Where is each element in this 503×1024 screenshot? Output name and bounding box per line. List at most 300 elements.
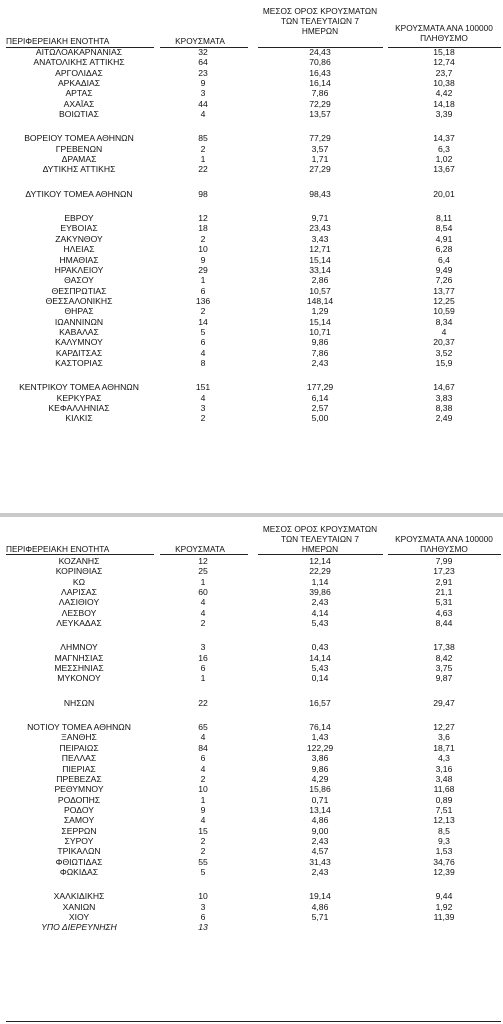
table-body-1 (0, 47, 503, 424)
cell-avg7: 9,86 (311, 337, 329, 348)
cell-per100k: 11,68 (433, 784, 455, 795)
header-per100k (385, 23, 503, 43)
header-underline-region (6, 554, 154, 555)
header-underline-avg7 (258, 554, 383, 555)
cell-avg7: 39,86 (309, 587, 331, 598)
cell-avg7: 19,14 (309, 891, 331, 902)
cell-per100k: 12,39 (433, 866, 455, 877)
cell-cases: 10 (198, 784, 208, 795)
cell-avg7: 122,29 (306, 742, 334, 753)
cell-cases: 6 (200, 911, 206, 922)
cell-region: ΚΟΖΑΝΗΣ (58, 556, 100, 566)
cell-cases: 22 (198, 164, 208, 175)
cell-region: ΞΑΝΘΗΣ (61, 732, 97, 743)
cell-region: ΕΒΡΟΥ (64, 213, 94, 224)
cell-region: ΚΟΡΙΝΘΙΑΣ (55, 566, 103, 577)
table-row (0, 144, 503, 154)
cell-per100k: 13,77 (433, 285, 455, 296)
cell-per100k: 6,4 (438, 254, 450, 265)
cell-region: ΗΡΑΚΛΕΙΟΥ (54, 264, 104, 275)
cell-per100k: 10,59 (433, 306, 455, 317)
header-per100k-line2: ΠΛΗΘΥΣΜΟ (420, 544, 468, 554)
table-row (0, 815, 503, 825)
cell-cases: 3 (200, 402, 206, 413)
table-row (0, 867, 503, 877)
cell-region: ΠΡΕΒΕΖΑΣ (56, 773, 102, 784)
cell-per100k: 12,13 (433, 815, 455, 826)
table-row (0, 642, 503, 652)
cell-avg7: 23,43 (309, 223, 331, 234)
table-row (0, 286, 503, 296)
cell-region: ΧΑΛΚΙΔΙΚΗΣ (53, 891, 105, 902)
cell-region: ΜΕΣΣΗΝΙΑΣ (54, 663, 104, 674)
cell-per100k: 12,27 (433, 722, 455, 733)
cell-cases: 4 (200, 763, 206, 774)
cell-region: ΧΙΟΥ (68, 911, 90, 922)
cell-cases: 10 (198, 891, 208, 902)
table-row (0, 846, 503, 856)
table-row (0, 57, 503, 67)
cell-region: ΒΟΡΕΙΟΥ ΤΟΜΕΑ ΑΘΗΝΩΝ (24, 133, 134, 144)
table-row (0, 78, 503, 88)
cell-cases: 3 (200, 88, 206, 99)
cell-region: ΣΥΡΟΥ (64, 835, 94, 846)
cell-region: ΚΑΒΑΛΑΣ (59, 326, 99, 337)
table-row (0, 99, 503, 109)
table-block-2 (0, 517, 503, 1024)
cell-per100k: 15,18 (433, 47, 455, 57)
cell-cases: 10 (198, 244, 208, 255)
cell-region: ΑΡΚΑΔΙΑΣ (57, 78, 101, 89)
header-underline-per100k (388, 554, 501, 555)
cell-avg7: 15,14 (309, 316, 331, 327)
cell-per100k: 12,25 (433, 295, 455, 306)
cell-avg7: 2,86 (311, 275, 329, 286)
table-row (0, 743, 503, 753)
cell-avg7: 15,14 (309, 254, 331, 265)
cell-per100k: 9,44 (435, 891, 453, 902)
cell-per100k: 7,99 (435, 556, 453, 566)
cell-avg7: 4,29 (311, 773, 329, 784)
cell-cases: 4 (200, 597, 206, 608)
table-row (0, 348, 503, 358)
cell-avg7: 7,86 (311, 88, 329, 99)
row-spacer (0, 368, 503, 382)
cell-per100k: 6,3 (438, 143, 450, 154)
cell-per100k: 4,91 (435, 233, 453, 244)
table-bottom-rule (6, 1021, 501, 1022)
table-row (0, 317, 503, 327)
header-avg7-line1: ΜΕΣΟΣ ΟΡΟΣ ΚΡΟΥΣΜΑΤΩΝ (262, 6, 378, 16)
cell-per100k: 9,3 (438, 835, 450, 846)
header-per100k-line2: ΠΛΗΘΥΣΜΟ (420, 33, 468, 43)
cell-cases: 2 (200, 143, 206, 154)
cell-avg7: 5,43 (311, 618, 329, 629)
table-row (0, 47, 503, 57)
table-row (0, 902, 503, 912)
cell-per100k: 8,11 (435, 213, 453, 224)
header-avg7-line3: ΗΜΕΡΩΝ (301, 544, 339, 554)
cell-avg7: 3,57 (311, 143, 329, 154)
cell-per100k: 14,37 (433, 133, 455, 144)
header-per100k-line1: ΚΡΟΥΣΜΑΤΑ ΑΝΑ 100000 (395, 534, 493, 544)
cell-region: ΘΑΣΟΥ (64, 275, 94, 286)
header-avg7-line3: ΗΜΕΡΩΝ (301, 26, 339, 36)
cell-cases: 5 (200, 326, 206, 337)
table-row (0, 597, 503, 607)
cell-region: ΜΑΓΝΗΣΙΑΣ (54, 652, 104, 663)
cell-avg7: 1,14 (311, 576, 329, 587)
cell-cases: 6 (200, 285, 206, 296)
cell-region: ΜΥΚΟΝΟΥ (57, 673, 101, 684)
cell-region: ΑΧΑΪΑΣ (63, 98, 95, 109)
table-row (0, 109, 503, 119)
cell-avg7: 16,14 (309, 78, 331, 89)
cell-per100k: 14,18 (433, 98, 455, 109)
cell-avg7: 2,43 (311, 597, 329, 608)
cell-cases: 2 (200, 306, 206, 317)
table-row (0, 244, 503, 254)
cell-region: ΚΑΡΔΙΤΣΑΣ (55, 347, 103, 358)
table-row (0, 275, 503, 285)
cell-region: ΑΡΤΑΣ (65, 88, 93, 99)
cell-cases: 2 (200, 846, 206, 857)
cell-avg7: 0,14 (311, 673, 329, 684)
cell-per100k: 9,87 (435, 673, 453, 684)
cell-cases: 4 (200, 732, 206, 743)
cell-region: ΛΕΣΒΟΥ (61, 607, 97, 618)
table-row (0, 556, 503, 566)
row-spacer (0, 877, 503, 891)
table-header-1 (0, 6, 503, 46)
cell-avg7: 12,71 (309, 244, 331, 255)
cell-region: ΛΗΜΝΟΥ (60, 642, 98, 653)
row-spacer (0, 119, 503, 133)
table-row (0, 764, 503, 774)
cell-cases: 2 (200, 618, 206, 629)
table-row (0, 753, 503, 763)
cell-cases: 9 (200, 804, 206, 815)
header-cases: ΚΡΟΥΣΜΑΤΑ (175, 36, 225, 46)
table-row (0, 795, 503, 805)
cell-cases: 84 (198, 742, 208, 753)
cell-per100k: 13,67 (433, 164, 455, 175)
cell-cases: 2 (200, 413, 206, 424)
table-row (0, 891, 503, 901)
cell-cases: 12 (198, 213, 208, 224)
cell-region: ΔΥΤΙΚΗΣ ΑΤΤΙΚΗΣ (42, 164, 116, 175)
cell-avg7: 3,86 (311, 753, 329, 764)
cell-per100k: 21,1 (435, 587, 453, 598)
cell-per100k: 0,89 (435, 794, 453, 805)
cell-cases: 6 (200, 753, 206, 764)
cell-cases: 23 (198, 67, 208, 78)
cell-per100k: 20,01 (433, 188, 455, 199)
cell-per100k: 1,53 (435, 846, 453, 857)
cell-per100k: 8,5 (438, 825, 450, 836)
table-row (0, 857, 503, 867)
table-row (0, 164, 503, 174)
cell-region: ΗΛΕΙΑΣ (63, 244, 95, 255)
cell-region: ΚΕΝΤΡΙΚΟΥ ΤΟΜΕΑ ΑΘΗΝΩΝ (19, 382, 139, 393)
cell-cases: 8 (200, 357, 206, 368)
table-row (0, 922, 503, 932)
cell-per100k: 10,38 (433, 78, 455, 89)
row-spacer (0, 684, 503, 698)
cell-cases: 4 (200, 815, 206, 826)
table-row (0, 784, 503, 794)
cell-avg7: 4,86 (311, 901, 329, 912)
cell-avg7: 5,71 (311, 911, 329, 922)
cell-region: ΣΕΡΡΩΝ (61, 825, 97, 836)
cell-region: ΠΕΙΡΑΙΩΣ (59, 742, 99, 753)
cell-cases: 12 (198, 556, 208, 566)
row-spacer (0, 175, 503, 189)
cell-per100k: 3,39 (435, 109, 453, 120)
table-row (0, 774, 503, 784)
cell-region: ΘΗΡΑΣ (64, 306, 94, 317)
cell-per100k: 8,38 (435, 402, 453, 413)
cell-per100k: 14,67 (433, 382, 455, 393)
cell-per100k: 11,39 (433, 911, 455, 922)
cell-avg7: 33,14 (309, 264, 331, 275)
cell-cases: 14 (198, 316, 208, 327)
table-row (0, 213, 503, 223)
table-row (0, 413, 503, 423)
cell-cases: 4 (200, 109, 206, 120)
cell-per100k: 3,52 (435, 347, 453, 358)
cell-cases: 65 (198, 722, 208, 733)
cell-avg7: 5,00 (311, 413, 329, 424)
cell-avg7: 1,43 (311, 732, 329, 743)
cell-cases: 2 (200, 835, 206, 846)
cell-per100k: 12,74 (433, 57, 455, 68)
cell-per100k: 4,42 (435, 88, 453, 99)
cell-region: ΔΥΤΙΚΟΥ ΤΟΜΕΑ ΑΘΗΝΩΝ (25, 188, 133, 199)
cell-cases: 4 (200, 607, 206, 618)
cell-region: ΘΕΣΣΑΛΟΝΙΚΗΣ (45, 295, 113, 306)
cell-region: ΑΙΤΩΛΟΑΚΑΡΝΑΝΙΑΣ (35, 47, 123, 57)
cell-avg7: 177,29 (306, 382, 334, 393)
cell-cases: 1 (200, 275, 206, 286)
cell-region: ΚΕΡΚΥΡΑΣ (56, 392, 102, 403)
table-row (0, 88, 503, 98)
cell-avg7: 4,14 (311, 607, 329, 618)
cell-region: ΦΩΚΙΔΑΣ (59, 866, 99, 877)
cell-cases: 3 (200, 901, 206, 912)
cell-region: ΝΗΣΩΝ (63, 697, 95, 708)
table-row (0, 403, 503, 413)
table-body-2 (0, 556, 503, 933)
cell-region: ΚΑΛΥΜΝΟΥ (55, 337, 103, 348)
cell-cases: 5 (200, 866, 206, 877)
cell-region: ΚΑΣΤΟΡΙΑΣ (55, 357, 103, 368)
cell-cases: 2 (200, 233, 206, 244)
cell-per100k: 2,49 (435, 413, 453, 424)
table-row (0, 826, 503, 836)
cell-avg7: 24,43 (309, 47, 331, 57)
table-row (0, 608, 503, 618)
cell-cases: 2 (200, 773, 206, 784)
table-row (0, 566, 503, 576)
table-row (0, 234, 503, 244)
cell-region: ΡΟΔΟΠΗΣ (57, 794, 101, 805)
cell-region: ΦΘΙΩΤΙΔΑΣ (55, 856, 103, 867)
cell-cases: 98 (198, 188, 208, 199)
cell-avg7: 9,71 (311, 213, 329, 224)
cell-region: ΚΕΦΑΛΛΗΝΙΑΣ (48, 402, 110, 413)
table-row (0, 618, 503, 628)
cell-cases: 3 (200, 642, 206, 653)
cell-avg7: 16,57 (309, 697, 331, 708)
cell-avg7: 22,29 (309, 566, 331, 577)
header-avg7 (255, 6, 385, 36)
cell-avg7: 12,14 (309, 556, 331, 566)
cell-per100k: 4 (441, 326, 447, 337)
header-avg7-line2: ΤΩΝ ΤΕΛΕΥΤΑΙΩΝ 7 (281, 534, 359, 544)
cell-per100k: 18,71 (433, 742, 455, 753)
cell-per100k: 17,38 (433, 642, 455, 653)
cell-avg7: 5,43 (311, 663, 329, 674)
cell-avg7: 4,57 (311, 846, 329, 857)
cell-per100k: 3,16 (435, 763, 453, 774)
cell-per100k: 1,92 (435, 901, 453, 912)
cell-per100k: 7,26 (435, 275, 453, 286)
table-row (0, 68, 503, 78)
cell-region: ΣΑΜΟΥ (63, 815, 95, 826)
cell-avg7: 98,43 (309, 188, 331, 199)
cell-region: ΛΑΣΙΘΙΟΥ (58, 597, 100, 608)
cell-cases: 6 (200, 337, 206, 348)
cell-cases: 1 (200, 794, 206, 805)
table-row (0, 732, 503, 742)
cell-region: ΙΩΑΝΝΙΝΩΝ (54, 316, 104, 327)
cell-per100k: 6,28 (435, 244, 453, 255)
table-row (0, 382, 503, 392)
cell-per100k: 9,49 (435, 264, 453, 275)
cell-avg7: 6,14 (311, 392, 329, 403)
header-avg7-line2: ΤΩΝ ΤΕΛΕΥΤΑΙΩΝ 7 (281, 16, 359, 26)
cell-avg7: 2,43 (311, 835, 329, 846)
cell-avg7: 10,71 (309, 326, 331, 337)
cell-avg7: 148,14 (306, 295, 334, 306)
cell-per100k: 17,23 (433, 566, 455, 577)
cell-avg7: 1,71 (311, 154, 329, 165)
cell-region: ΠΕΛΛΑΣ (61, 753, 97, 764)
cell-per100k: 4,63 (435, 607, 453, 618)
cell-avg7: 9,00 (311, 825, 329, 836)
cell-avg7: 1,29 (311, 306, 329, 317)
header-per100k-line1: ΚΡΟΥΣΜΑΤΑ ΑΝΑ 100000 (395, 23, 493, 33)
table-row (0, 673, 503, 683)
cell-avg7: 13,14 (309, 804, 331, 815)
table-row (0, 653, 503, 663)
header-cases: ΚΡΟΥΣΜΑΤΑ (175, 544, 225, 554)
cell-cases: 1 (200, 154, 206, 165)
cell-cases: 4 (200, 392, 206, 403)
cell-cases: 13 (198, 922, 208, 933)
cell-per100k: 8,34 (435, 316, 453, 327)
cell-cases: 64 (198, 57, 208, 68)
table-row (0, 358, 503, 368)
cell-cases: 9 (200, 254, 206, 265)
cell-region: ΚΩ (72, 576, 86, 587)
cell-avg7: 27,29 (309, 164, 331, 175)
cell-region: ΓΡΕΒΕΝΩΝ (55, 143, 103, 154)
cell-per100k: 2,91 (435, 576, 453, 587)
row-spacer (0, 199, 503, 213)
cell-cases: 4 (200, 347, 206, 358)
table-row (0, 663, 503, 673)
cell-region: ΛΕΥΚΑΔΑΣ (56, 618, 102, 629)
cell-region: ΑΡΓΟΛΙΔΑΣ (55, 67, 103, 78)
table-row (0, 587, 503, 597)
cell-avg7: 16,43 (309, 67, 331, 78)
cell-cases: 18 (198, 223, 208, 234)
table-row (0, 133, 503, 143)
cell-avg7: 15,86 (309, 784, 331, 795)
cell-region: ΗΜΑΘΙΑΣ (59, 254, 99, 265)
table-row (0, 722, 503, 732)
cell-per100k: 1,02 (435, 154, 453, 165)
cell-cases: 29 (198, 264, 208, 275)
cell-avg7: 14,14 (309, 652, 331, 663)
cell-avg7: 10,57 (309, 285, 331, 296)
cell-region: ΥΠΟ ΔΙΕΡΕΥΝΗΣΗ (41, 922, 117, 933)
table-row (0, 327, 503, 337)
header-avg7 (255, 524, 385, 554)
header-avg7-line1: ΜΕΣΟΣ ΟΡΟΣ ΚΡΟΥΣΜΑΤΩΝ (262, 524, 378, 534)
cell-cases: 15 (198, 825, 208, 836)
cell-region: ΕΥΒΟΙΑΣ (60, 223, 98, 234)
table-row (0, 393, 503, 403)
row-spacer (0, 628, 503, 642)
cell-avg7: 76,14 (309, 722, 331, 733)
cell-per100k: 4,3 (438, 753, 450, 764)
cell-avg7: 70,86 (309, 57, 331, 68)
cell-avg7: 2,43 (311, 866, 329, 877)
cell-per100k: 3,83 (435, 392, 453, 403)
table-row (0, 154, 503, 164)
table-row (0, 265, 503, 275)
cell-per100k: 3,6 (438, 732, 450, 743)
cell-per100k: 5,31 (435, 597, 453, 608)
cell-avg7: 0,43 (311, 642, 329, 653)
cell-region: ΛΑΡΙΣΑΣ (61, 587, 97, 598)
header-region: ΠΕΡΙΦΕΡΕΙΑΚΗ ΕΝΟΤΗΤΑ (6, 544, 110, 554)
cell-region: ΡΟΔΟΥ (64, 804, 94, 815)
table-row (0, 805, 503, 815)
cell-avg7: 3,43 (311, 233, 329, 244)
row-spacer (0, 708, 503, 722)
table-row (0, 296, 503, 306)
cell-avg7: 0,71 (311, 794, 329, 805)
cell-per100k: 8,44 (435, 618, 453, 629)
cell-cases: 16 (198, 652, 208, 663)
header-per100k (385, 534, 503, 554)
header-underline-cases (160, 554, 248, 555)
cell-region: ΖΑΚΥΝΘΟΥ (55, 233, 103, 244)
cell-cases: 25 (198, 566, 208, 577)
cell-per100k: 15,9 (435, 357, 453, 368)
cell-cases: 32 (198, 47, 208, 57)
cell-region: ΘΕΣΠΡΩΤΙΑΣ (51, 285, 107, 296)
cell-per100k: 23,7 (435, 67, 453, 78)
cell-cases: 85 (198, 133, 208, 144)
cell-cases: 151 (195, 382, 211, 393)
table-row (0, 698, 503, 708)
cell-region: ΤΡΙΚΑΛΩΝ (57, 846, 101, 857)
